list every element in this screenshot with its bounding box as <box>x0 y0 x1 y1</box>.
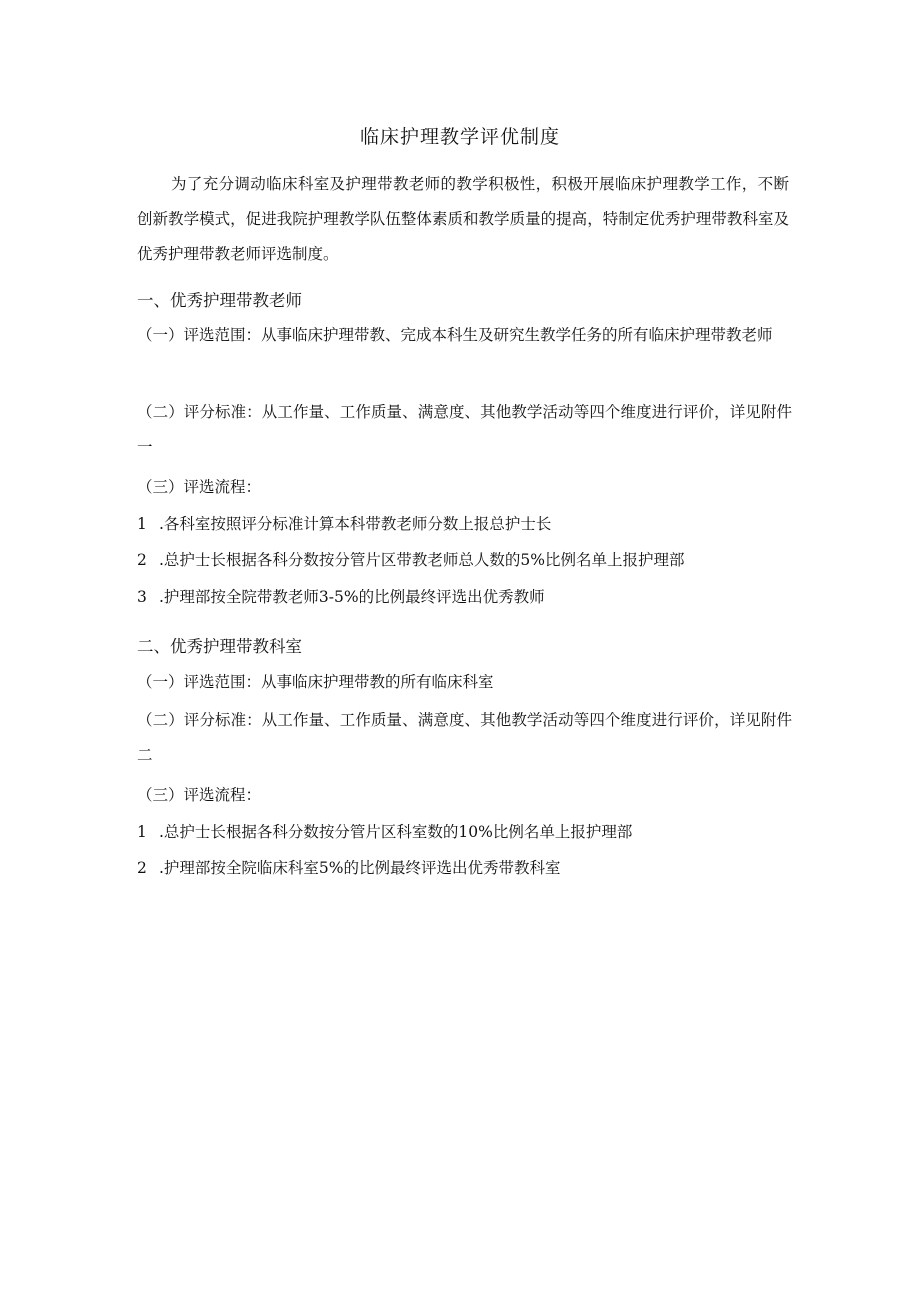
section-1-step-2 <box>137 543 792 578</box>
section-1-heading: 一、优秀护理带教老师 <box>137 291 302 310</box>
section-1-step-1 <box>137 507 792 542</box>
step-text: .护理部按全院临床科室5%的比例最终评选出优秀带教科室 <box>159 859 561 877</box>
section-1-scope: （一）评选范围：从事临床护理带教、完成本科生及研究生教学任务的所有临床护理带教老师 <box>137 326 773 344</box>
section-2-scope: （一）评选范围：从事临床护理带教的所有临床科室 <box>137 673 494 691</box>
step-number: 2 <box>137 859 147 877</box>
step-number: 1 <box>137 823 147 841</box>
document-title: 临床护理教学评优制度 <box>359 126 560 148</box>
step-number: 2 <box>137 551 147 569</box>
section-2-heading: 二、优秀护理带教科室 <box>137 637 302 656</box>
step-number: 1 <box>137 515 147 533</box>
intro-paragraph: 为了充分调动临床科室及护理带教老师的教学积极性，积极开展临床护理教学工作，不断创新教学模式，促进我院护理教学队伍整体素质和教学质量的提高，特制定优秀护理带教科室及优秀护理带教老师评选制度。 <box>137 175 789 263</box>
section-2-process-label: （三）评选流程： <box>137 786 262 804</box>
step-number: 3 <box>137 588 147 606</box>
section-2-step-2 <box>137 851 792 886</box>
step-text: .总护士长根据各科分数按分管片区带教老师总人数的5%比例名单上报护理部 <box>159 551 685 569</box>
section-1-process-label: （三）评选流程： <box>137 478 262 496</box>
step-text: .各科室按照评分标准计算本科带教老师分数上报总护士长 <box>159 515 552 533</box>
section-2-criteria: （二）评分标准：从工作量、工作质量、满意度、其他教学活动等四个维度进行评价，详见附件二 <box>137 711 792 764</box>
section-2-step-1 <box>137 815 792 850</box>
section-1-criteria: （二）评分标准：从工作量、工作质量、满意度、其他教学活动等四个维度进行评价，详见附件一 <box>137 403 792 456</box>
step-text: .总护士长根据各科分数按分管片区科室数的10%比例名单上报护理部 <box>159 823 633 841</box>
step-text: .护理部按全院带教老师3-5%的比例最终评选出优秀教师 <box>159 588 545 606</box>
section-1-step-3 <box>137 580 792 615</box>
